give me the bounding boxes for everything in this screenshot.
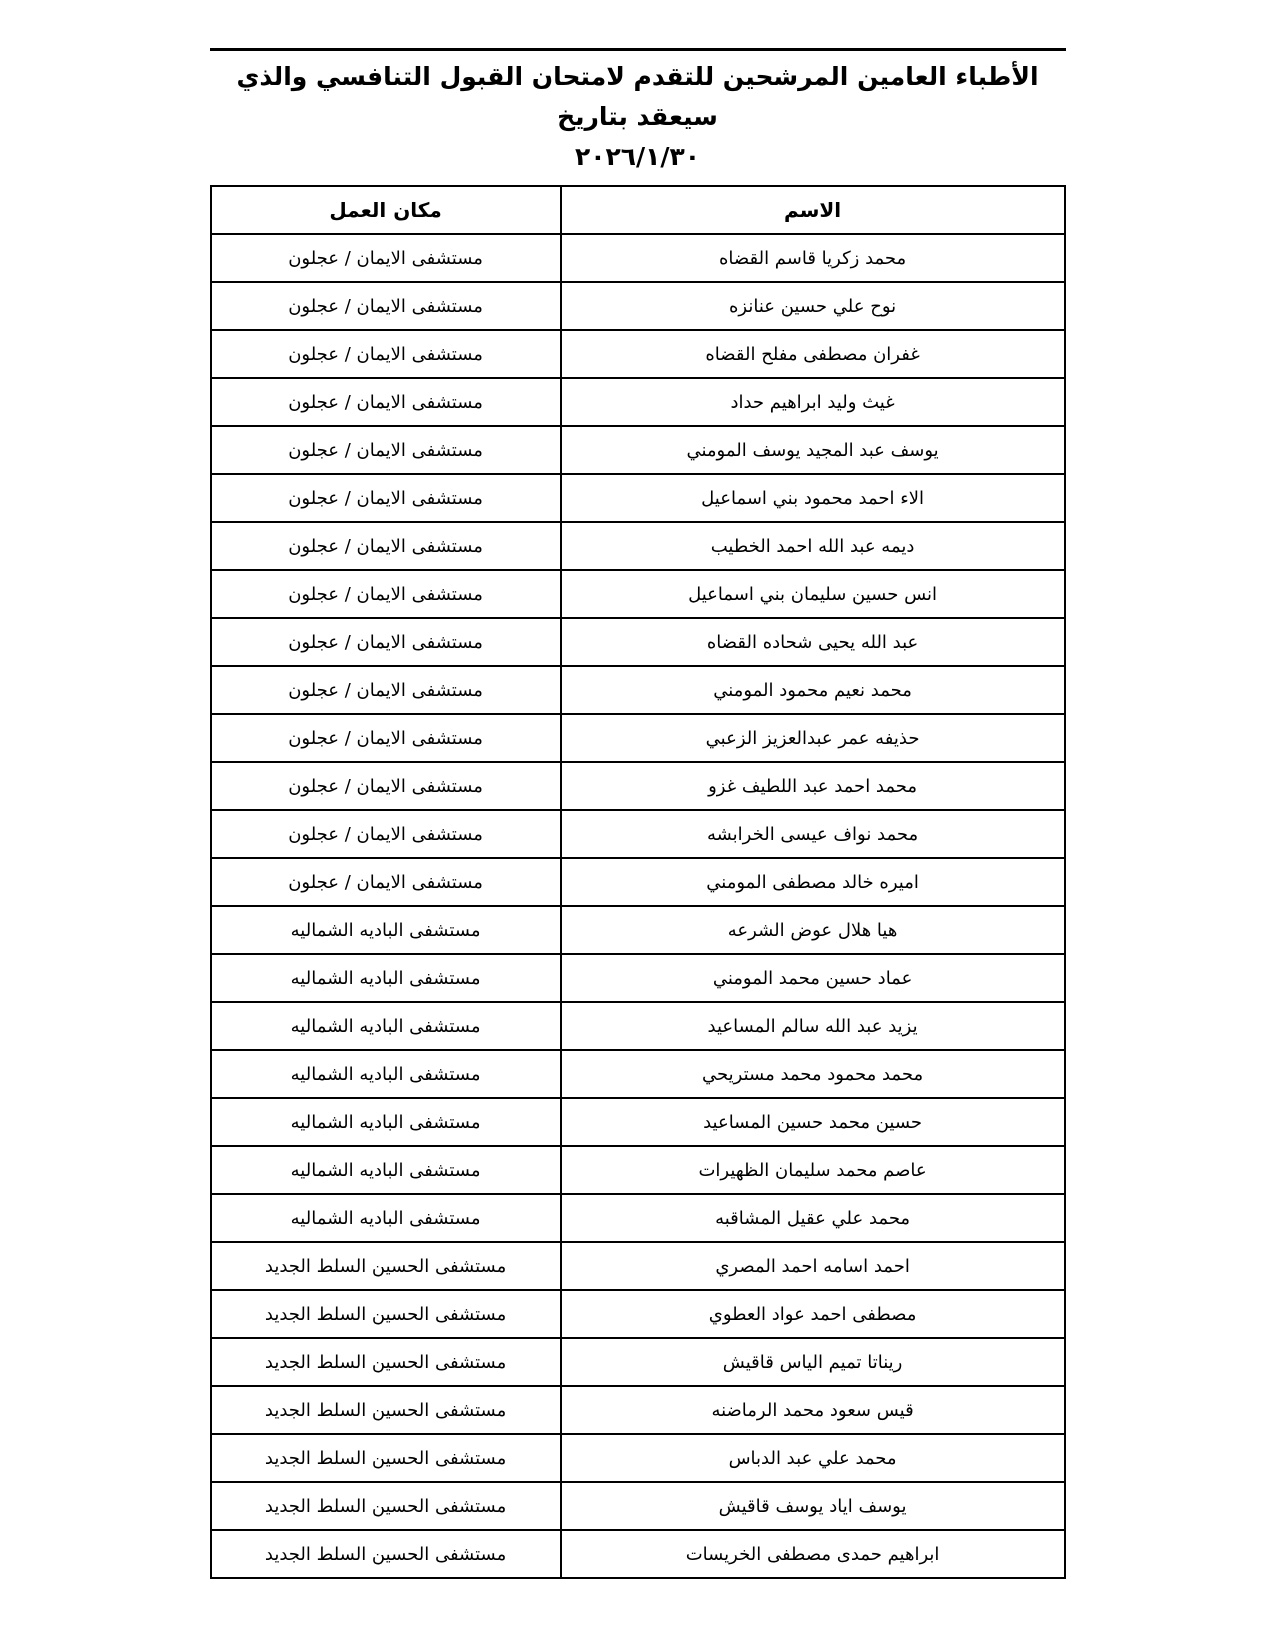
candidate-name-cell: مصطفى احمد عواد العطوي <box>561 1290 1065 1338</box>
candidate-name-cell: محمد علي عبد الدباس <box>561 1434 1065 1482</box>
table-row <box>211 234 1065 282</box>
workplace-cell: مستشفى الايمان / عجلون <box>211 666 561 714</box>
name-column-header: الاسم <box>561 186 1065 234</box>
table-row <box>211 426 1065 474</box>
candidate-name-cell: غفران مصطفى مفلح القضاه <box>561 330 1065 378</box>
exam-date-line <box>210 137 1066 177</box>
document-content <box>210 0 1066 1579</box>
workplace-cell: مستشفى الباديه الشماليه <box>211 906 561 954</box>
table-row <box>211 1098 1065 1146</box>
workplace-cell: مستشفى الحسين السلط الجديد <box>211 1434 561 1482</box>
table-row <box>211 618 1065 666</box>
header-rule <box>210 48 1066 51</box>
candidates-table-body <box>211 234 1065 1578</box>
workplace-cell: مستشفى الايمان / عجلون <box>211 858 561 906</box>
workplace-column-header: مكان العمل <box>211 186 561 234</box>
table-row <box>211 1194 1065 1242</box>
table-row <box>211 522 1065 570</box>
page-title: الأطباء العامين المرشحين للتقدم لامتحان القبول التنافسي والذي سيعقد بتاريخ <box>236 62 1039 131</box>
workplace-cell: مستشفى الايمان / عجلون <box>211 474 561 522</box>
workplace-cell: مستشفى الايمان / عجلون <box>211 282 561 330</box>
workplace-cell: مستشفى الباديه الشماليه <box>211 1146 561 1194</box>
candidate-name-cell: محمد نواف عيسى الخرابشه <box>561 810 1065 858</box>
table-row <box>211 1530 1065 1578</box>
workplace-cell: مستشفى الحسين السلط الجديد <box>211 1338 561 1386</box>
table-row <box>211 1242 1065 1290</box>
candidate-name-cell: نوح علي حسين عنانزه <box>561 282 1065 330</box>
candidates-table-header <box>211 186 1065 234</box>
table-row <box>211 282 1065 330</box>
table-row <box>211 1002 1065 1050</box>
candidate-name-cell: ابراهيم حمدى مصطفى الخريسات <box>561 1530 1065 1578</box>
candidate-name-cell: يزيد عبد الله سالم المساعيد <box>561 1002 1065 1050</box>
workplace-cell: مستشفى الحسين السلط الجديد <box>211 1290 561 1338</box>
table-row <box>211 810 1065 858</box>
workplace-cell: مستشفى الحسين السلط الجديد <box>211 1482 561 1530</box>
header-row <box>211 186 1065 234</box>
candidate-name-cell: حسين محمد حسين المساعيد <box>561 1098 1065 1146</box>
candidate-name-cell: احمد اسامه احمد المصري <box>561 1242 1065 1290</box>
candidates-table <box>210 185 1066 1579</box>
workplace-cell: مستشفى الايمان / عجلون <box>211 234 561 282</box>
workplace-cell: مستشفى الايمان / عجلون <box>211 714 561 762</box>
candidate-name-cell: اميره خالد مصطفى المومني <box>561 858 1065 906</box>
workplace-cell: مستشفى الايمان / عجلون <box>211 618 561 666</box>
table-row <box>211 1482 1065 1530</box>
table-row <box>211 906 1065 954</box>
exam-date: ٢٠٢٦/١/٣٠ <box>574 142 701 171</box>
workplace-cell: مستشفى الباديه الشماليه <box>211 954 561 1002</box>
workplace-cell: مستشفى الايمان / عجلون <box>211 762 561 810</box>
table-row <box>211 1338 1065 1386</box>
candidate-name-cell: يوسف عبد المجيد يوسف المومني <box>561 426 1065 474</box>
workplace-cell: مستشفى الحسين السلط الجديد <box>211 1242 561 1290</box>
candidate-name-cell: ديمه عبد الله احمد الخطيب <box>561 522 1065 570</box>
table-row <box>211 1386 1065 1434</box>
workplace-cell: مستشفى الباديه الشماليه <box>211 1098 561 1146</box>
workplace-cell: مستشفى الايمان / عجلون <box>211 570 561 618</box>
workplace-cell: مستشفى الايمان / عجلون <box>211 426 561 474</box>
candidate-name-cell: الاء احمد محمود بني اسماعيل <box>561 474 1065 522</box>
table-row <box>211 1050 1065 1098</box>
table-row <box>211 858 1065 906</box>
workplace-cell: مستشفى الباديه الشماليه <box>211 1050 561 1098</box>
workplace-cell: مستشفى الحسين السلط الجديد <box>211 1530 561 1578</box>
table-row <box>211 330 1065 378</box>
candidate-name-cell: انس حسين سليمان بني اسماعيل <box>561 570 1065 618</box>
table-row <box>211 1290 1065 1338</box>
candidate-name-cell: ريناتا تميم الياس قاقيش <box>561 1338 1065 1386</box>
workplace-cell: مستشفى الايمان / عجلون <box>211 810 561 858</box>
candidate-name-cell: يوسف اياد يوسف قاقيش <box>561 1482 1065 1530</box>
workplace-cell: مستشفى الباديه الشماليه <box>211 1194 561 1242</box>
candidate-name-cell: محمد زكريا قاسم القضاه <box>561 234 1065 282</box>
candidate-name-cell: غيث وليد ابراهيم حداد <box>561 378 1065 426</box>
workplace-cell: مستشفى الباديه الشماليه <box>211 1002 561 1050</box>
table-row <box>211 570 1065 618</box>
table-row <box>211 1434 1065 1482</box>
candidate-name-cell: هيا هلال عوض الشرعه <box>561 906 1065 954</box>
candidate-name-cell: عماد حسين محمد المومني <box>561 954 1065 1002</box>
table-row <box>211 378 1065 426</box>
table-row <box>211 762 1065 810</box>
table-row <box>211 666 1065 714</box>
candidate-name-cell: محمد احمد عبد اللطيف غزو <box>561 762 1065 810</box>
table-row <box>211 954 1065 1002</box>
workplace-cell: مستشفى الايمان / عجلون <box>211 378 561 426</box>
candidate-name-cell: عبد الله يحيى شحاده القضاه <box>561 618 1065 666</box>
workplace-cell: مستشفى الايمان / عجلون <box>211 330 561 378</box>
candidate-name-cell: محمد محمود محمد مستريحي <box>561 1050 1065 1098</box>
candidate-name-cell: محمد علي عقيل المشاقبه <box>561 1194 1065 1242</box>
candidate-name-cell: عاصم محمد سليمان الظهيرات <box>561 1146 1065 1194</box>
table-row <box>211 1146 1065 1194</box>
table-row <box>211 714 1065 762</box>
workplace-cell: مستشفى الحسين السلط الجديد <box>211 1386 561 1434</box>
candidate-name-cell: محمد نعيم محمود المومني <box>561 666 1065 714</box>
candidate-name-cell: حذيفه عمر عبدالعزيز الزعبي <box>561 714 1065 762</box>
workplace-cell: مستشفى الايمان / عجلون <box>211 522 561 570</box>
candidate-name-cell: قيس سعود محمد الرماضنه <box>561 1386 1065 1434</box>
table-row <box>211 474 1065 522</box>
